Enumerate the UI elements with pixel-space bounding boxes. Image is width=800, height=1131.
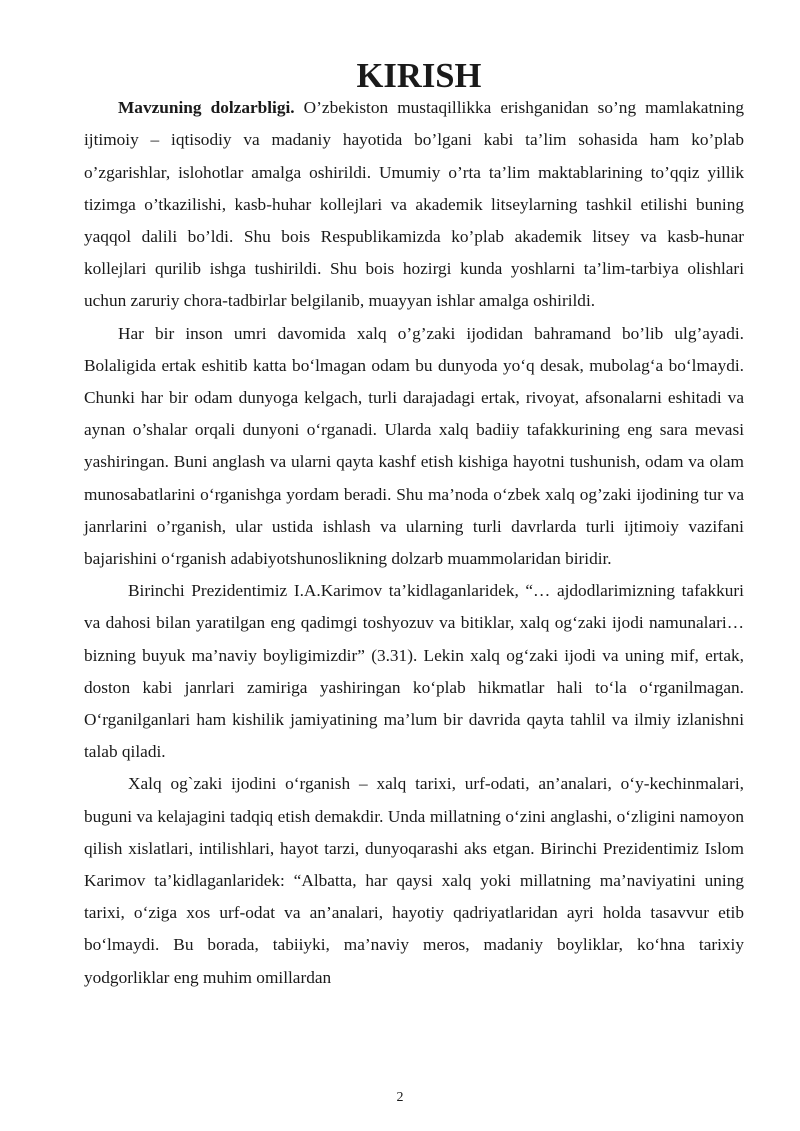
- paragraph-lead: Mavzuning dolzarbligi.: [118, 98, 295, 118]
- paragraph-text: O’zbekiston mustaqillikka erishganidan so’ng mamlakatning ijtimoiy – iqtisodiy va madaniy hayotida bo’lgani kabi ta’lim sohasida ham ko’plab o’zgarishlar, islohotlar amalga oshirildi. Umumiy o’rta ta’lim maktablarining to’qqiz yillik tizimga o’tkazilishi, kasb-huhar kollejlari va akademik litseylarning tashkil etilishi buning yaqqol dalili bo’ldi. Shu bois Respublikamizda ko’plab akademik litsey va kasb-hunar kollejlari qurilib ishga tushirildi. Shu bois hozirgi kunda yoshlarni ta’lim-tarbiya olishlari uchun zaruriy chora-tadbirlar belgilanib, muayyan ishlar amalga oshirildi.: [84, 98, 744, 311]
- paragraph-relevance: [84, 92, 744, 317]
- paragraph-folklore: Har bir inson umri davomida xalq o’g’zaki ijodidan bahramand bo’lib ulg’ayadi. Bolaligida ertak eshitib katta bo‘lmagan odam bu dunyoda yo‘q desak, mubolag‘a bo‘lmaydi. Chunki har bir odam dunyoga kelgach, turli darajadagi ertak, rivoyat, afsonalarni eshitadi va aynan o’shalar orqali dunyoni o‘rganadi. Ularda xalq badiiy tafakkurining eng sara mevasi yashiringan. Buni anglash va ularni qayta kashf etish kishiga hayotni tushunish, odam va olam munosabatlarini o‘rganishga yordam beradi. Shu ma’noda o‘zbek xalq og’zaki ijodining tur va janrlarini o’rganish, ular ustida ishlash va ularning turli davrlarda turli ijtimoiy vazifani bajarishini o‘rganish adabiyotshunoslikning dolzarb muammolaridan biridir.: [84, 323, 744, 569]
- paragraph-president-quote: Birinchi Prezidentimiz I.A.Karimov ta’kidlaganlaridek, “… ajdodlarimizning tafakkuri va dahosi bilan yaratilgan eng qadimgi toshyozuv va bitiklar, xalq og‘zaki ijodi namunalari… bizning buyuk ma’naviy boyligimizdir” (3.31). Lekin xalq og‘zaki ijodi va uning mif, ertak, doston kabi janrlari zamiriga yashiringan ko‘plab hikmatlar hali to‘la o‘rganilmagan. O‘rganilganlari ham kishilik jamiyatining ma’lum bir davrida qayta tahlil va ilmiy izlanishni talab qiladi.: [84, 581, 744, 762]
- document-page: [84, 57, 744, 994]
- document-title: KIRISH: [356, 57, 482, 95]
- paragraph-study: Xalq og`zaki ijodini o‘rganish – xalq tarixi, urf-odati, an’analari, o‘y-kechinmalari, buguni va kelajagini tadqiq etish demakdir. Unda millatning o‘zini anglashi, o‘zligini namoyon qilish xislatlari, intilishlari, hayot tarzi, dunyoqarashi aks etgan. Birinchi Prezidentimiz Islom Karimov ta’kidlaganlaridek: “Albatta, har qaysi xalq yoki millatning ma’naviyatini uning tarixi, o‘ziga xos urf-odat va an’analari, hayotiy qadriyatlaridan ayri holda tasavvur etib bo‘lmaydi. Bu borada, tabiiyki, ma’naviy meros, madaniy boyliklar, ko‘hna tarixiy yodgorliklar eng muhim omillardan: [84, 774, 744, 987]
- page-number: 2: [396, 1090, 404, 1105]
